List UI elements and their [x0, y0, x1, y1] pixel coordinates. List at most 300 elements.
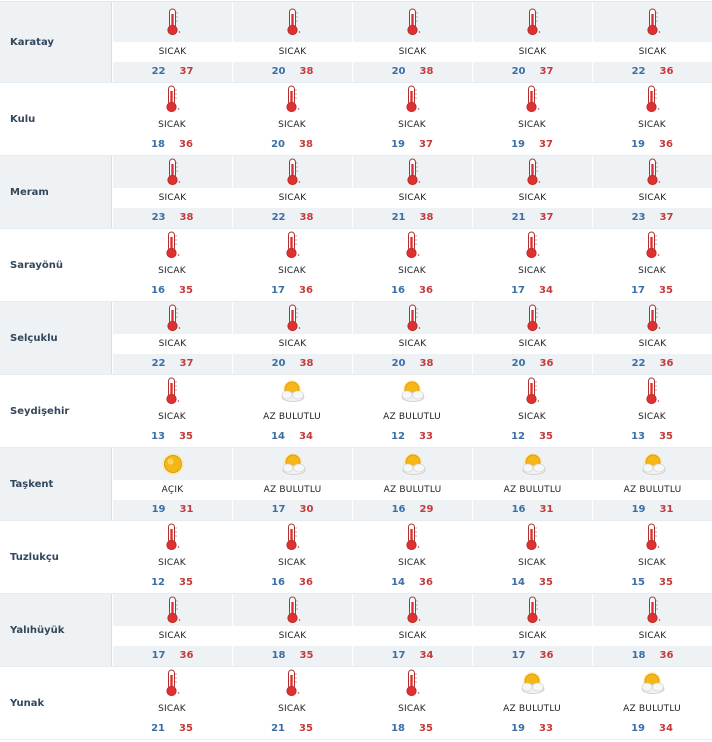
max-temperature: 35 [299, 723, 313, 734]
condition-label: SICAK [113, 188, 232, 208]
day-cell [112, 2, 232, 82]
max-temperature: 35 [539, 431, 553, 442]
temperature-pair [152, 354, 194, 374]
temperature-pair [511, 135, 553, 155]
thermometer-icon [233, 594, 352, 626]
min-temperature: 22 [271, 212, 286, 223]
day-cell [592, 2, 712, 82]
max-temperature: 38 [419, 212, 434, 223]
district-name[interactable]: Karatay [0, 2, 112, 82]
table-row [0, 83, 712, 156]
thermometer-icon [233, 302, 352, 334]
min-temperature: 16 [271, 577, 285, 588]
district-name[interactable]: Yunak [10, 697, 45, 709]
min-temperature: 20 [391, 66, 406, 77]
condition-label: SICAK [398, 266, 426, 276]
max-temperature: 36 [179, 139, 193, 150]
thermometer-icon [593, 2, 712, 42]
condition-label: SICAK [473, 42, 592, 62]
partly-cloudy-icon [232, 375, 352, 407]
min-temperature: 19 [391, 139, 405, 150]
day-cell [472, 667, 592, 739]
max-temperature: 36 [419, 577, 433, 588]
day-cell [472, 302, 592, 374]
thermometer-icon [593, 302, 712, 334]
condition-label: SICAK [638, 120, 666, 130]
thermometer-icon [352, 667, 472, 699]
max-temperature: 35 [659, 577, 673, 588]
table-row [0, 156, 712, 229]
day-cell [592, 667, 712, 739]
thermometer-icon [472, 83, 592, 115]
max-temperature: 36 [419, 285, 433, 296]
condition-label: SICAK [593, 188, 712, 208]
condition-label: AZ BULUTLU [263, 412, 321, 422]
temperature-pair [512, 646, 554, 666]
condition-label: SICAK [158, 120, 186, 130]
min-temperature: 17 [511, 285, 525, 296]
day-cells [112, 229, 712, 301]
min-temperature: 14 [511, 577, 525, 588]
day-cell [232, 229, 352, 301]
temperature-pair [152, 646, 194, 666]
max-temperature: 31 [179, 504, 194, 515]
min-temperature: 18 [391, 723, 405, 734]
temperature-pair [631, 719, 673, 739]
day-cell [472, 521, 592, 593]
max-temperature: 37 [539, 139, 553, 150]
district-name[interactable]: Seydişehir [10, 405, 70, 417]
max-temperature: 34 [299, 431, 313, 442]
thermometer-icon [473, 156, 592, 188]
condition-label: SICAK [353, 188, 472, 208]
day-cell [592, 229, 712, 301]
day-cell [232, 156, 352, 228]
partly-cloudy-icon [352, 375, 472, 407]
thermometer-icon [112, 83, 232, 115]
condition-label: AZ BULUTLU [383, 412, 441, 422]
max-temperature: 36 [299, 285, 313, 296]
max-temperature: 36 [659, 358, 674, 369]
day-cell [112, 448, 232, 520]
condition-label: SICAK [518, 120, 546, 130]
thermometer-icon [353, 594, 472, 626]
condition-label: SICAK [518, 412, 546, 422]
thermometer-icon [592, 521, 712, 553]
thermometer-icon [592, 229, 712, 261]
min-temperature: 20 [511, 66, 526, 77]
max-temperature: 38 [299, 358, 314, 369]
day-cell [232, 594, 352, 666]
thermometer-icon [593, 156, 712, 188]
day-cell [352, 302, 472, 374]
max-temperature: 29 [419, 504, 434, 515]
day-cell [232, 521, 352, 593]
temperature-pair [392, 500, 434, 520]
min-temperature: 18 [151, 139, 165, 150]
thermometer-icon [112, 667, 232, 699]
day-cell [592, 521, 712, 593]
condition-label: SICAK [233, 188, 352, 208]
max-temperature: 38 [299, 212, 314, 223]
temperature-pair [511, 573, 553, 593]
min-temperature: 21 [151, 723, 165, 734]
temperature-pair [271, 135, 313, 155]
temperature-pair [391, 135, 433, 155]
condition-label: SICAK [113, 626, 232, 646]
thermometer-icon [353, 302, 472, 334]
condition-label: SICAK [638, 412, 666, 422]
day-cell [472, 0, 592, 1]
thermometer-icon [473, 302, 592, 334]
temperature-pair [271, 281, 313, 301]
temperature-pair [391, 719, 433, 739]
min-temperature: 17 [391, 650, 406, 661]
thermometer-icon [593, 594, 712, 626]
table-row [0, 302, 712, 375]
min-temperature: 21 [511, 212, 526, 223]
thermometer-icon [353, 156, 472, 188]
max-temperature: 34 [659, 723, 673, 734]
min-temperature: 23 [631, 212, 646, 223]
day-cell [472, 2, 592, 82]
day-cell [592, 448, 712, 520]
condition-label: SICAK [278, 704, 306, 714]
condition-label: SICAK [518, 266, 546, 276]
min-temperature: 19 [511, 723, 525, 734]
table-row [0, 521, 712, 594]
temperature-pair [151, 719, 193, 739]
max-temperature: 35 [659, 285, 673, 296]
temperature-pair [632, 354, 674, 374]
min-temperature: 20 [391, 358, 406, 369]
min-temperature: 19 [151, 504, 166, 515]
min-temperature: 16 [391, 504, 406, 515]
condition-label: SICAK [113, 334, 232, 354]
table-row [0, 594, 712, 667]
day-cell [352, 2, 472, 82]
min-temperature: 20 [271, 66, 286, 77]
day-cells [112, 375, 712, 447]
thermometer-icon [232, 229, 352, 261]
temperature-pair [512, 62, 554, 82]
day-cell [112, 375, 232, 447]
min-temperature: 14 [391, 577, 405, 588]
day-cell [472, 448, 592, 520]
day-cell [472, 83, 592, 155]
min-temperature: 15 [631, 577, 645, 588]
district-name[interactable]: Sarayönü [10, 259, 63, 271]
thermometer-icon [592, 375, 712, 407]
temperature-pair [632, 646, 674, 666]
max-temperature: 35 [179, 577, 193, 588]
thermometer-icon [352, 521, 472, 553]
thermometer-icon [112, 521, 232, 553]
thermometer-icon [232, 521, 352, 553]
temperature-pair [151, 281, 193, 301]
max-temperature: 35 [419, 723, 433, 734]
condition-label: SICAK [473, 334, 592, 354]
min-temperature: 18 [631, 650, 646, 661]
min-temperature: 23 [151, 212, 166, 223]
temperature-pair [511, 281, 553, 301]
min-temperature: 12 [511, 431, 525, 442]
temperature-pair [512, 500, 554, 520]
temperature-pair [632, 62, 674, 82]
condition-label: SICAK [593, 626, 712, 646]
day-cells [112, 2, 712, 82]
partly-cloudy-icon [472, 667, 592, 699]
day-cell [352, 594, 472, 666]
temperature-pair [152, 62, 194, 82]
day-cells [112, 156, 712, 228]
day-cell [112, 667, 232, 739]
min-temperature: 16 [151, 285, 165, 296]
min-temperature: 20 [271, 139, 285, 150]
day-cell [592, 375, 712, 447]
day-cell [352, 156, 472, 228]
temperature-pair [271, 719, 313, 739]
day-cell [112, 302, 232, 374]
condition-label: SICAK [353, 626, 472, 646]
max-temperature: 36 [659, 650, 674, 661]
condition-label: AZ BULUTLU [593, 480, 712, 500]
temperature-pair [512, 208, 554, 228]
day-cell [352, 667, 472, 739]
day-cell [112, 0, 232, 1]
day-cell [472, 229, 592, 301]
district-name[interactable]: Selçuklu [0, 302, 112, 374]
min-temperature: 12 [151, 577, 165, 588]
temperature-pair [511, 427, 553, 447]
day-cell [472, 156, 592, 228]
day-cell [592, 0, 712, 1]
district-name[interactable]: Tuzlukçu [10, 551, 59, 563]
thermometer-icon [473, 2, 592, 42]
table-row [0, 375, 712, 448]
condition-label: SICAK [398, 558, 426, 568]
temperature-pair [631, 135, 673, 155]
day-cell [592, 83, 712, 155]
temperature-pair [391, 427, 433, 447]
day-cell [232, 0, 352, 1]
thermometer-icon [233, 156, 352, 188]
condition-label: AZ BULUTLU [233, 480, 352, 500]
condition-label: SICAK [113, 42, 232, 62]
min-temperature: 12 [391, 431, 405, 442]
district-name[interactable]: Taşkent [0, 448, 112, 520]
min-temperature: 14 [271, 431, 285, 442]
day-cell [232, 375, 352, 447]
day-cell [232, 667, 352, 739]
max-temperature: 37 [539, 66, 554, 77]
day-cell [592, 156, 712, 228]
max-temperature: 37 [419, 139, 433, 150]
max-temperature: 33 [419, 431, 433, 442]
max-temperature: 37 [179, 358, 194, 369]
thermometer-icon [113, 302, 232, 334]
min-temperature: 21 [271, 723, 285, 734]
max-temperature: 35 [539, 577, 553, 588]
temperature-pair [272, 646, 314, 666]
day-cell [352, 521, 472, 593]
max-temperature: 38 [299, 66, 314, 77]
min-temperature: 16 [511, 504, 526, 515]
partly-cloudy-icon [473, 448, 592, 480]
temperature-pair [392, 646, 434, 666]
district-name [0, 0, 112, 1]
condition-label: SICAK [593, 42, 712, 62]
max-temperature: 31 [659, 504, 674, 515]
day-cells [112, 83, 712, 155]
thermometer-icon [472, 229, 592, 261]
partly-cloudy-icon [353, 448, 472, 480]
day-cells [112, 521, 712, 593]
temperature-pair [152, 208, 194, 228]
min-temperature: 17 [271, 285, 285, 296]
temperature-pair [392, 62, 434, 82]
day-cell [232, 2, 352, 82]
day-cell [352, 83, 472, 155]
max-temperature: 35 [659, 431, 673, 442]
condition-label: SICAK [593, 334, 712, 354]
condition-label: SICAK [398, 120, 426, 130]
min-temperature: 22 [631, 358, 646, 369]
day-cell [352, 0, 472, 1]
condition-label: SICAK [233, 334, 352, 354]
condition-label: SICAK [158, 412, 186, 422]
partly-cloudy-icon [592, 667, 712, 699]
table-row [0, 229, 712, 302]
day-cell [352, 448, 472, 520]
condition-label: SICAK [518, 558, 546, 568]
day-cell [592, 594, 712, 666]
max-temperature: 36 [539, 650, 554, 661]
thermometer-icon [232, 83, 352, 115]
temperature-pair [272, 500, 314, 520]
condition-label: AZ BULUTLU [623, 704, 681, 714]
condition-label: SICAK [158, 266, 186, 276]
min-temperature: 21 [391, 212, 406, 223]
temperature-pair [151, 135, 193, 155]
condition-label: SICAK [278, 266, 306, 276]
min-temperature: 17 [151, 650, 166, 661]
day-cell [352, 375, 472, 447]
partly-cloudy-icon [233, 448, 352, 480]
max-temperature: 34 [539, 285, 553, 296]
district-name[interactable]: Kulu [10, 113, 36, 125]
temperature-pair [631, 573, 673, 593]
temperature-pair [631, 281, 673, 301]
max-temperature: 35 [179, 285, 193, 296]
condition-label: SICAK [158, 558, 186, 568]
thermometer-icon [233, 2, 352, 42]
thermometer-icon [353, 2, 472, 42]
max-temperature: 35 [179, 431, 193, 442]
day-cells [112, 667, 712, 739]
temperature-pair [272, 354, 314, 374]
thermometer-icon [113, 594, 232, 626]
temperature-pair [511, 719, 553, 739]
temperature-pair [392, 208, 434, 228]
condition-label: SICAK [398, 704, 426, 714]
min-temperature: 18 [271, 650, 286, 661]
condition-label: SICAK [353, 334, 472, 354]
district-name[interactable]: Meram [0, 156, 112, 228]
condition-label: SICAK [473, 626, 592, 646]
condition-label: SICAK [278, 120, 306, 130]
min-temperature: 17 [511, 650, 526, 661]
thermometer-icon [592, 83, 712, 115]
day-cell [232, 302, 352, 374]
temperature-pair [391, 573, 433, 593]
condition-label: SICAK [278, 558, 306, 568]
day-cell [112, 521, 232, 593]
thermometer-icon [112, 375, 232, 407]
condition-label: AZ BULUTLU [473, 480, 592, 500]
day-cells [112, 0, 712, 1]
partly-cloudy-icon [593, 448, 712, 480]
min-temperature: 19 [511, 139, 525, 150]
max-temperature: 30 [299, 504, 314, 515]
day-cell [472, 375, 592, 447]
min-temperature: 17 [271, 504, 286, 515]
thermometer-icon [113, 2, 232, 42]
min-temperature: 19 [631, 723, 645, 734]
temperature-pair [151, 573, 193, 593]
condition-label: AÇIK [113, 480, 232, 500]
temperature-pair [391, 281, 433, 301]
min-temperature: 20 [511, 358, 526, 369]
max-temperature: 36 [299, 577, 313, 588]
thermometer-icon [472, 375, 592, 407]
temperature-pair [392, 354, 434, 374]
min-temperature: 22 [151, 66, 166, 77]
day-cell [592, 302, 712, 374]
thermometer-icon [352, 229, 472, 261]
condition-label: SICAK [353, 42, 472, 62]
max-temperature: 36 [659, 139, 673, 150]
max-temperature: 37 [539, 212, 554, 223]
max-temperature: 36 [179, 650, 194, 661]
thermometer-icon [352, 83, 472, 115]
min-temperature: 13 [151, 431, 165, 442]
max-temperature: 37 [179, 66, 194, 77]
condition-label: SICAK [233, 42, 352, 62]
max-temperature: 33 [539, 723, 553, 734]
district-name[interactable]: Yalıhüyük [0, 594, 112, 666]
max-temperature: 36 [659, 66, 674, 77]
thermometer-icon [472, 521, 592, 553]
temperature-pair [272, 208, 314, 228]
table-row [0, 667, 712, 740]
max-temperature: 38 [179, 212, 194, 223]
table-row [0, 448, 712, 521]
thermometer-icon [232, 667, 352, 699]
table-row [0, 2, 712, 83]
condition-label: SICAK [233, 626, 352, 646]
min-temperature: 19 [631, 139, 645, 150]
min-temperature: 13 [631, 431, 645, 442]
thermometer-icon [113, 156, 232, 188]
max-temperature: 38 [299, 139, 313, 150]
temperature-pair [271, 427, 313, 447]
thermometer-icon [112, 229, 232, 261]
condition-label: AZ BULUTLU [353, 480, 472, 500]
day-cell [112, 156, 232, 228]
temperature-pair [512, 354, 554, 374]
day-cell [472, 594, 592, 666]
